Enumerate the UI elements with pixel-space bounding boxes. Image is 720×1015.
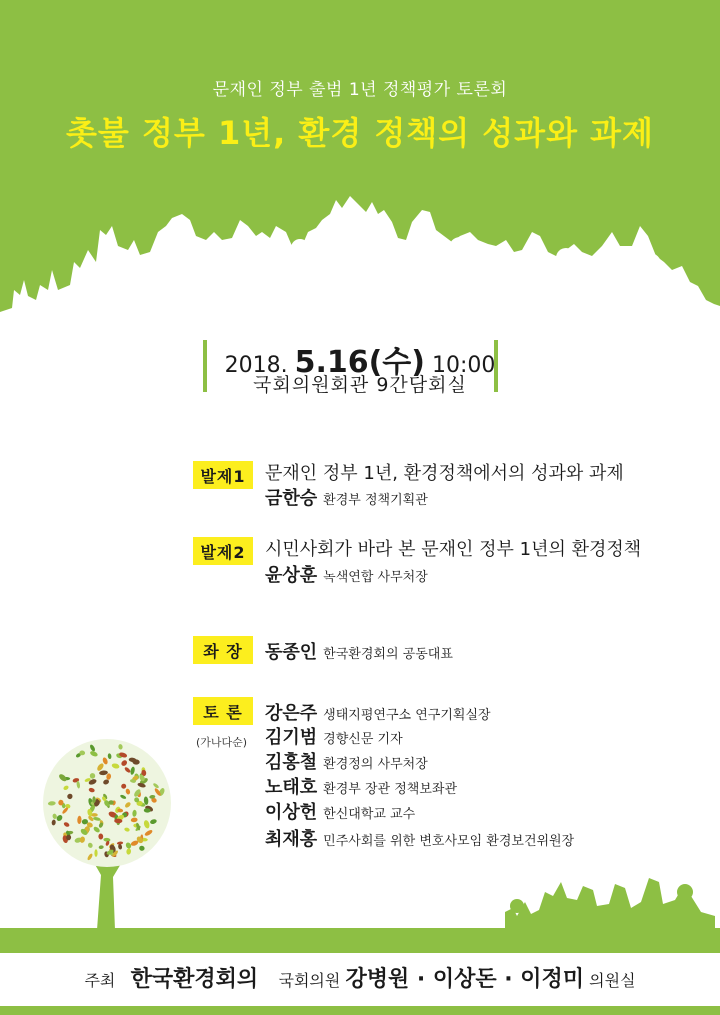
presenter-name: 윤상훈 xyxy=(265,565,318,586)
panelist-affiliation: 환경부 장관 정책보좌관 xyxy=(323,782,458,797)
event-title: 촛불 정부 1년, 환경 정책의 성과와 과제 xyxy=(66,114,654,152)
presentation-2-title: 시민사회가 바라 본 문재인 정부 1년의 환경정책 xyxy=(265,539,642,560)
panelist-entry xyxy=(265,723,403,749)
panelist-entry xyxy=(265,798,415,824)
city-skyline-silhouette xyxy=(0,0,720,345)
leaf-icon xyxy=(94,849,97,857)
office-label: 의원실 xyxy=(589,971,636,990)
footer-green-band xyxy=(0,928,720,953)
panelist-affiliation: 환경정의 사무처장 xyxy=(323,757,428,772)
footer-bottom-strip xyxy=(0,1006,720,1015)
chair-name: 동종인 xyxy=(265,642,318,663)
event-date: 5.16(수) xyxy=(294,345,425,380)
panelist-affiliation: 생태지평연구소 연구기획실장 xyxy=(323,708,491,723)
panelist-name: 노태호 xyxy=(265,777,318,798)
panelist-name: 이상헌 xyxy=(265,802,318,823)
panelist-entry xyxy=(265,748,428,774)
panelist-name: 김기범 xyxy=(265,727,318,748)
panelist-entry xyxy=(265,825,574,851)
discussion-tag: 토 론 xyxy=(193,697,253,725)
small-town-silhouette xyxy=(505,872,715,932)
presentation-1-presenter xyxy=(265,484,428,510)
mp-label: 국회의원 xyxy=(278,971,341,990)
presentation-1-title: 문재인 정부 1년, 환경정책에서의 성과와 과제 xyxy=(265,463,624,484)
event-venue: 국회의원회관 9간담회실 xyxy=(253,374,467,396)
discussion-order-note: (가나다순) xyxy=(196,736,248,749)
panelist-name: 최재홍 xyxy=(265,829,318,850)
panelist-name: 강은주 xyxy=(265,703,318,724)
panelist-affiliation: 민주사회를 위한 변호사모임 환경보건위원장 xyxy=(323,834,575,849)
host-label: 주최 xyxy=(84,971,116,990)
panelist-entry xyxy=(265,773,457,799)
panelist-entry xyxy=(265,699,491,725)
leaf-tree-illustration xyxy=(25,725,185,930)
chair-entry xyxy=(265,638,453,664)
event-time: 10:00 xyxy=(432,353,496,378)
footer-hosts xyxy=(0,962,720,993)
panelist-affiliation: 한신대학교 교수 xyxy=(323,807,416,822)
chair-affiliation: 한국환경회의 공동대표 xyxy=(323,647,453,662)
panelist-name: 김홍철 xyxy=(265,752,318,773)
presenter-affiliation: 녹색연합 사무처장 xyxy=(323,570,428,585)
presenter-name: 금한승 xyxy=(265,488,318,509)
chair-tag: 좌 장 xyxy=(193,636,253,664)
header-banner xyxy=(0,0,720,345)
presentation-1-tag: 발제1 xyxy=(193,461,253,489)
presentation-2-tag: 발제2 xyxy=(193,537,253,565)
presentation-2-presenter xyxy=(265,561,428,587)
event-subtitle: 문재인 정부 출범 1년 정책평가 토론회 xyxy=(212,80,508,100)
mp-names: 강병원 · 이상돈 · 이정미 xyxy=(345,967,585,992)
panelist-affiliation: 경향신문 기자 xyxy=(323,732,403,747)
event-year: 2018. xyxy=(224,353,288,378)
presenter-affiliation: 환경부 정책기획관 xyxy=(323,493,428,508)
host-organization: 한국환경회의 xyxy=(130,967,259,992)
